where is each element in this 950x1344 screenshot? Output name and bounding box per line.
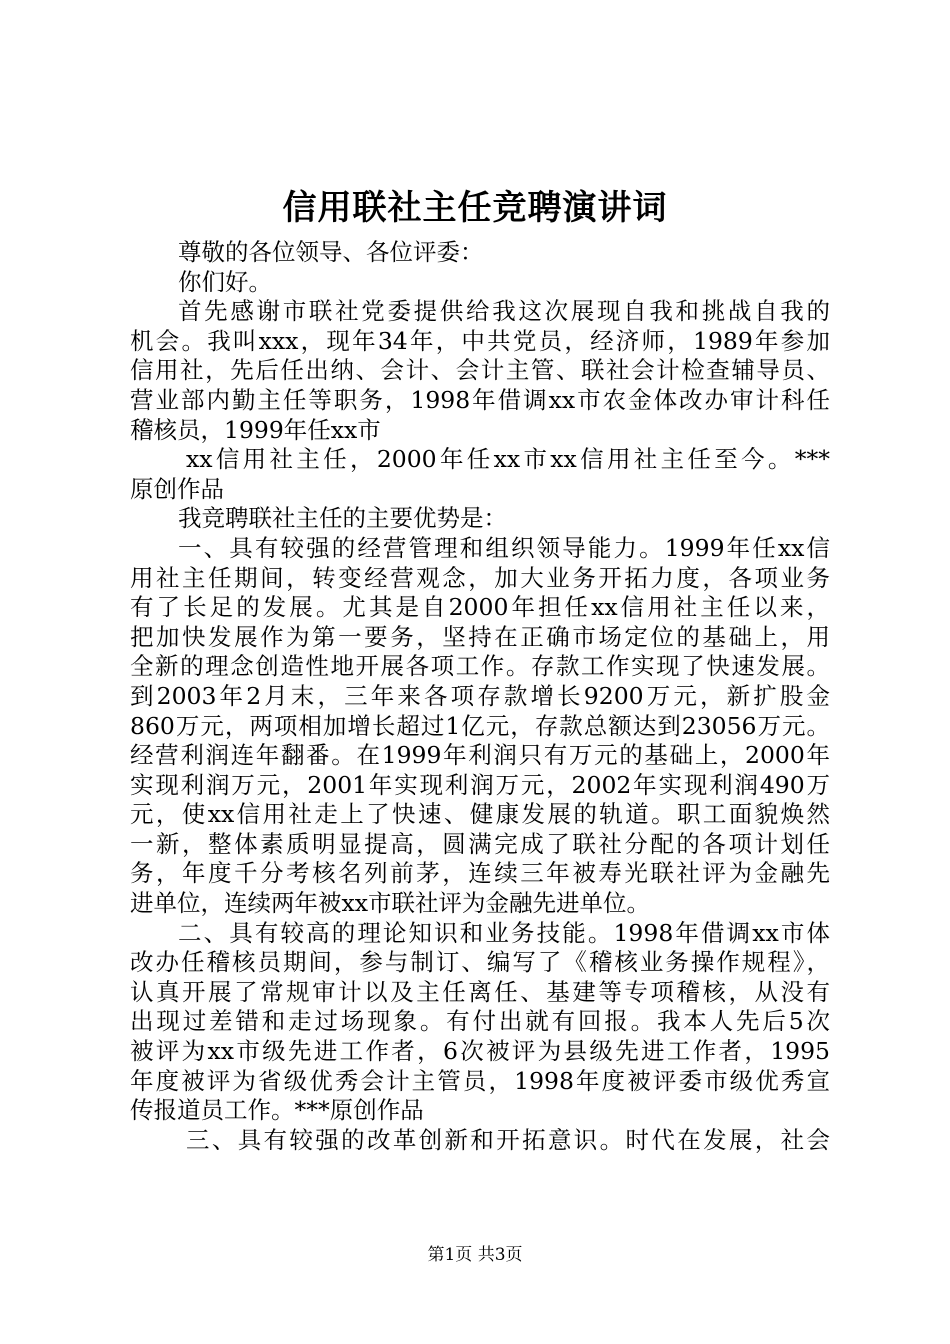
text-line: 全新的理念创造性地开展各项工作。存款工作实现了快速发展。 xyxy=(130,652,830,681)
text-line: 进单位，连续两年被xx市联社评为金融先进单位。 xyxy=(130,889,651,918)
text-line: 年度被评为省级优秀会计主管员，1998年度被评委市级优秀宣 xyxy=(130,1066,830,1095)
text-line: 首先感谢市联社党委提供给我这次展现自我和挑战自我的 xyxy=(178,297,830,326)
text-line: 营业部内勤主任等职务，1998年借调xx市农金体改办审计科任 xyxy=(130,385,830,414)
text-line: 一、具有较强的经营管理和组织领导能力。1999年任xx信 xyxy=(178,533,830,562)
text-line: 元，使xx信用社走上了快速、健康发展的轨道。职工面貌焕然 xyxy=(130,800,830,829)
text-line: 稽核员，1999年任xx市 xyxy=(130,415,381,444)
text-line: 原创作品 xyxy=(130,474,224,503)
greeting-line: 你们好。 xyxy=(178,267,272,296)
text-line: 有了长足的发展。尤其是自2000年担任xx信用社主任以来， xyxy=(130,593,830,622)
text-line: 改办任稽核员期间，参与制订、编写了《稽核业务操作规程》， xyxy=(130,948,830,977)
text-line: 到2003年2月末，三年来各项存款增长9200万元，新扩股金 xyxy=(130,681,830,710)
text-line: 我竞聘联社主任的主要优势是： xyxy=(178,504,507,533)
document-title: 信用联社主任竞聘演讲词 xyxy=(282,188,668,228)
text-line: xx信用社主任，2000年任xx市xx信用社主任至今。*** xyxy=(186,445,830,474)
text-line: 机会。我叫xxx，现年34年，中共党员，经济师，1989年参加 xyxy=(130,326,830,355)
text-line: 认真开展了常规审计以及主任离任、基建等专项稽核，从没有 xyxy=(130,977,830,1006)
document-body xyxy=(130,238,830,1155)
salutation-line: 尊敬的各位领导、各位评委： xyxy=(178,238,484,266)
text-line: 传报道员工作。***原创作品 xyxy=(130,1096,424,1125)
text-line: 信用社，先后任出纳、会计、会计主管、联社会计检查辅导员、 xyxy=(130,356,830,385)
text-line: 二、具有较高的理论知识和业务技能。1998年借调xx市体 xyxy=(178,918,830,947)
text-line: 务，年度千分考核名列前茅，连续三年被寿光联社评为金融先 xyxy=(130,859,830,888)
text-line: 用社主任期间，转变经营观念，加大业务开拓力度，各项业务 xyxy=(130,563,830,592)
text-line: 经营利润连年翻番。在1999年利润只有万元的基础上，2000年 xyxy=(130,741,830,770)
text-line: 被评为xx市级先进工作者，6次被评为县级先进工作者，1995 xyxy=(130,1037,830,1066)
text-line: 三、具有较强的改革创新和开拓意识。时代在发展，社会 xyxy=(186,1125,830,1154)
page-footer: 第1页 共3页 xyxy=(427,1245,523,1265)
text-line: 把加快发展作为第一要务，坚持在正确市场定位的基础上，用 xyxy=(130,622,830,651)
text-line: 实现利润万元，2001年实现利润万元，2002年实现利润490万 xyxy=(130,770,830,799)
text-line: 860万元，两项相加增长超过1亿元，存款总额达到23056万元。 xyxy=(130,711,830,740)
text-line: 一新，整体素质明显提高，圆满完成了联社分配的各项计划任 xyxy=(130,829,830,858)
text-line: 出现过差错和走过场现象。有付出就有回报。我本人先后5次 xyxy=(130,1007,830,1036)
